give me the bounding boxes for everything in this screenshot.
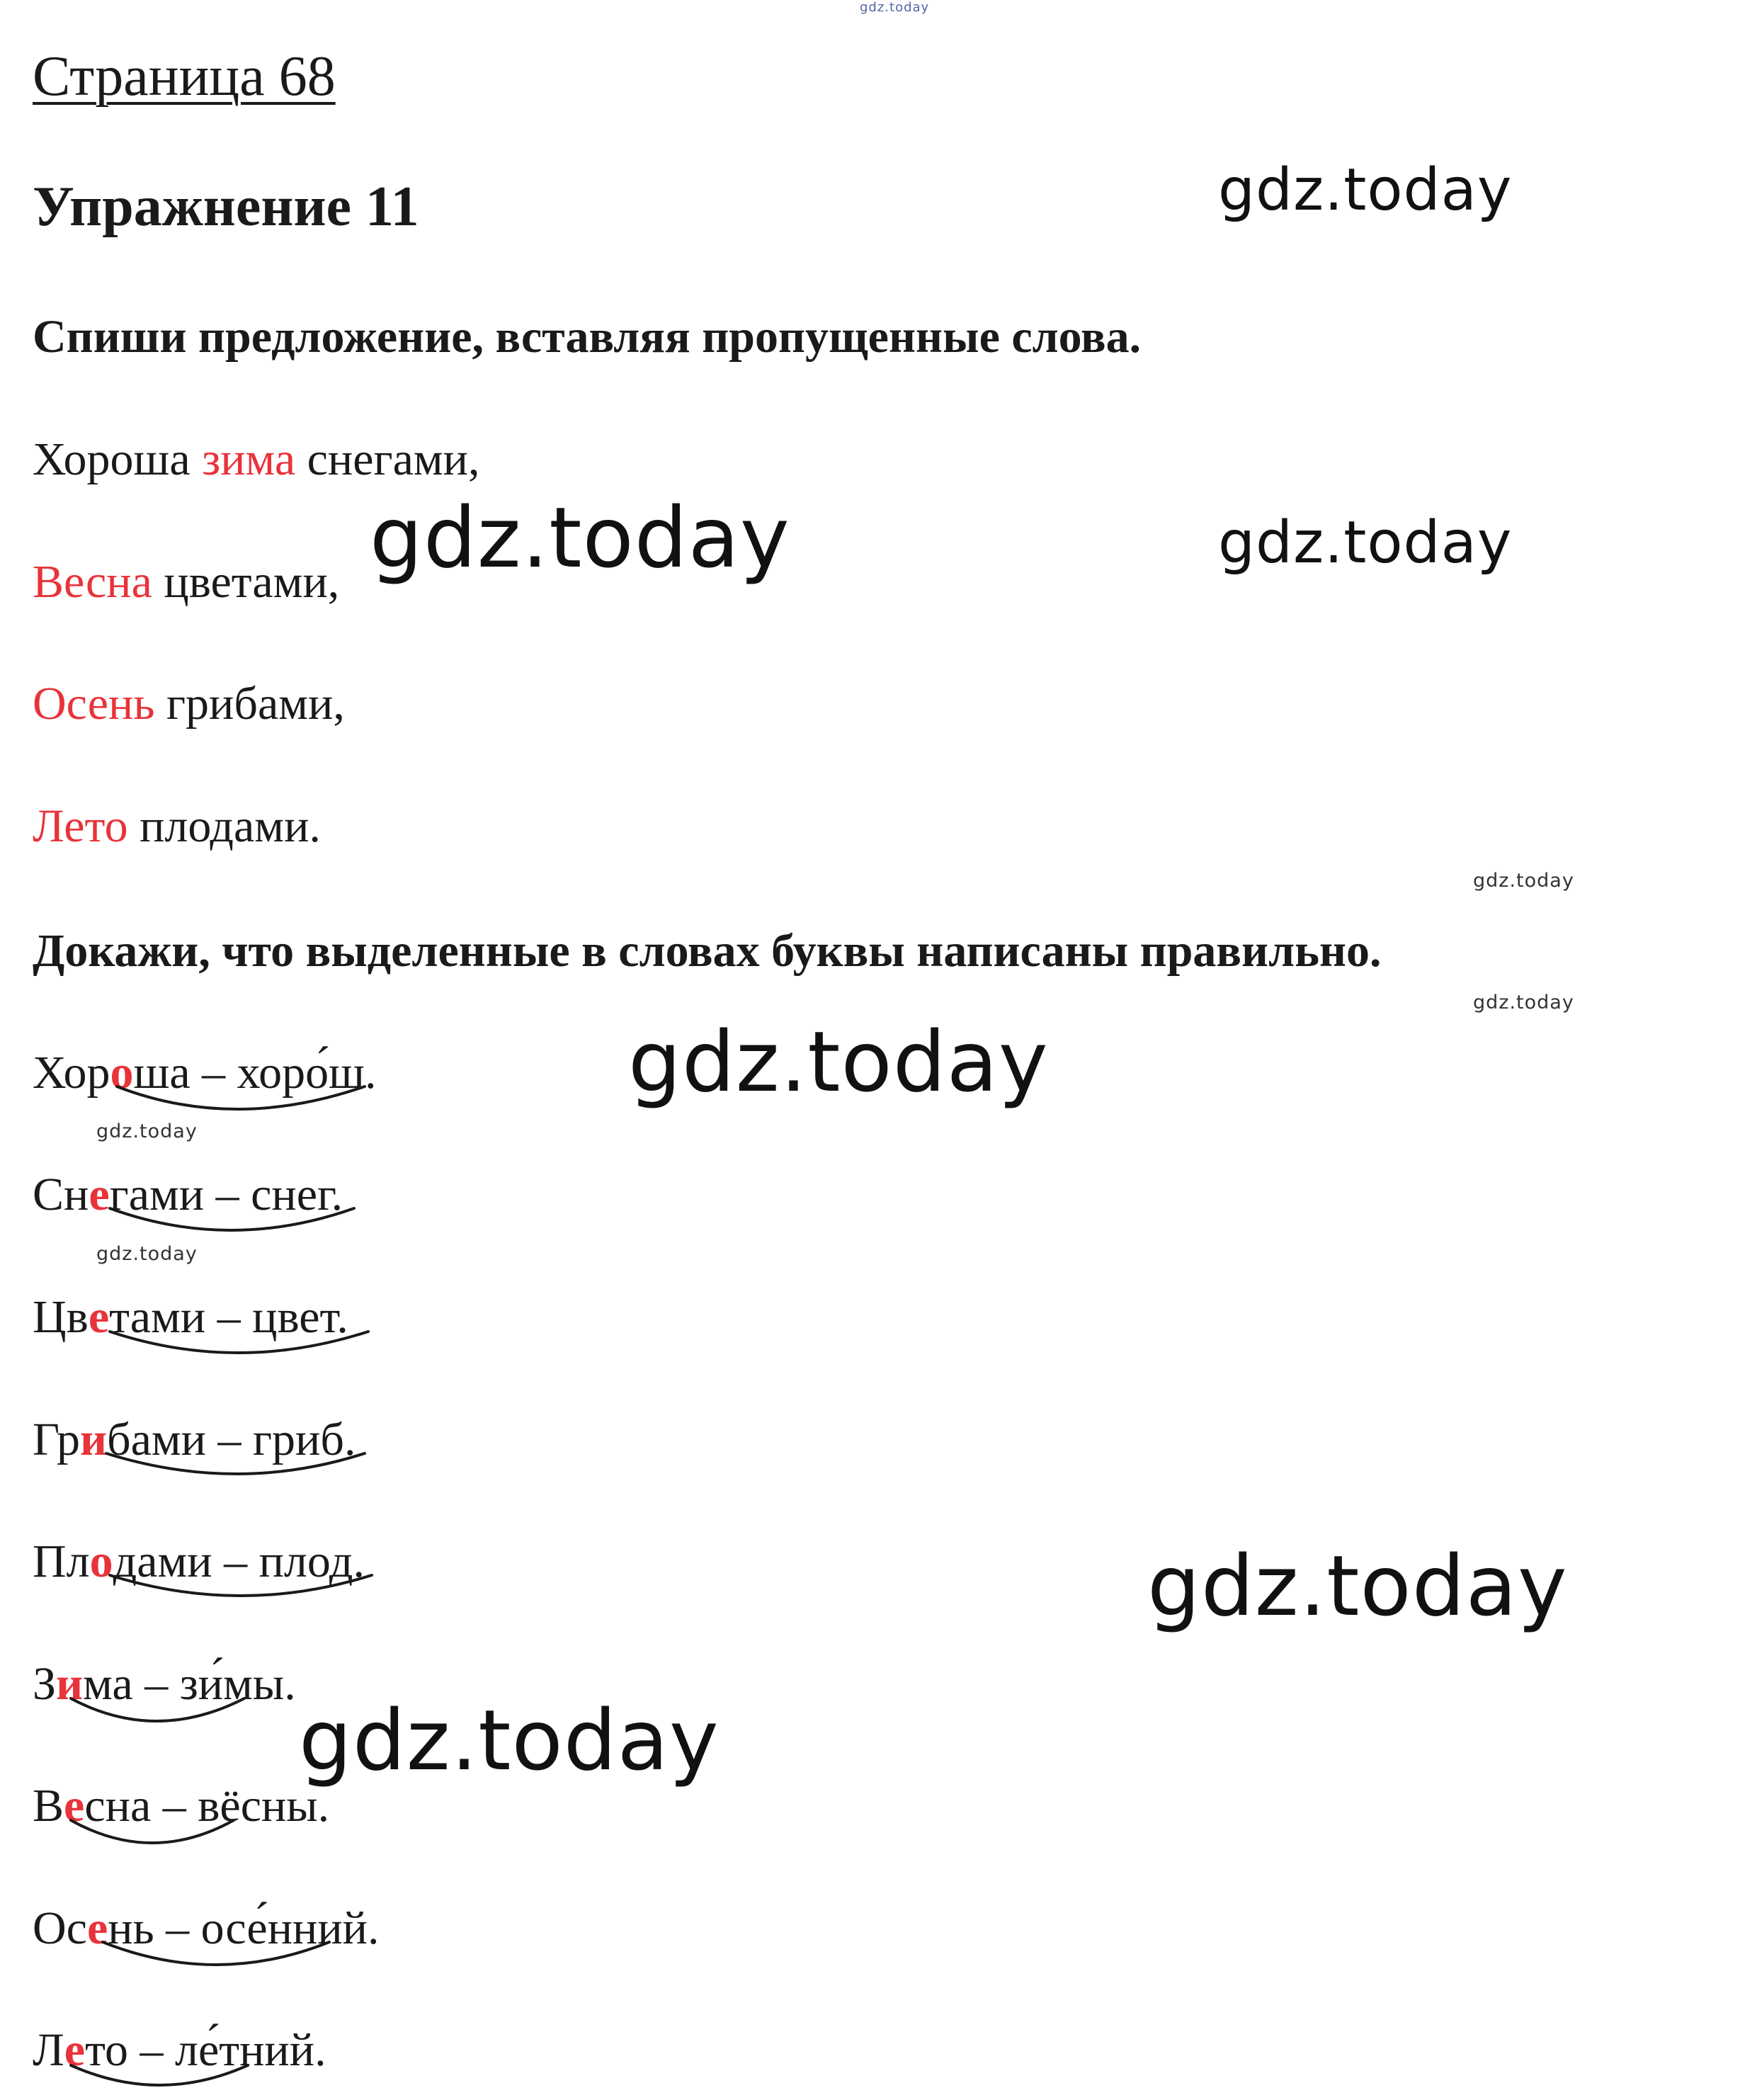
proof-line-4: Грибами – гриб. bbox=[33, 1414, 356, 1465]
watermark-top: gdz.today bbox=[860, 0, 930, 15]
highlighted-letter: и bbox=[56, 1658, 84, 1710]
proof-line-1: Хороша – хоро́ш. bbox=[33, 1047, 377, 1099]
poem-line-1: Хороша зима снегами, bbox=[33, 433, 480, 485]
watermark-4: gdz.today bbox=[628, 1013, 1049, 1111]
watermark-small-1: gdz.today bbox=[1473, 870, 1574, 892]
watermark-2: gdz.today bbox=[370, 489, 790, 586]
inserted-word: Лето bbox=[33, 800, 128, 852]
highlighted-letter: е bbox=[88, 1291, 110, 1343]
watermark-1: gdz.today bbox=[1218, 157, 1513, 224]
proof-line-3: Цветами – цвет. bbox=[33, 1291, 348, 1343]
proof-line-9: Лето – ле́тний. bbox=[33, 2024, 326, 2076]
exercise-title: Упражнение 11 bbox=[33, 176, 419, 238]
poem-line-4: Лето плодами. bbox=[33, 800, 321, 852]
highlighted-letter: е bbox=[86, 1902, 108, 1954]
watermark-small-3: gdz.today bbox=[96, 1120, 198, 1142]
highlighted-letter: о bbox=[110, 1047, 134, 1099]
inserted-word: Осень bbox=[33, 678, 155, 730]
poem-line-2: Весна цветами, bbox=[33, 556, 340, 608]
highlighted-letter: е bbox=[89, 1169, 110, 1220]
watermark-5: gdz.today bbox=[1147, 1537, 1568, 1635]
proof-line-6: Зима – зи́мы. bbox=[33, 1658, 296, 1710]
inserted-word: зима bbox=[202, 433, 296, 485]
highlighted-letter: и bbox=[80, 1414, 108, 1465]
highlighted-letter: о bbox=[89, 1536, 113, 1587]
task2-instruction: Докажи, что выделенные в словах буквы написаны правильно. bbox=[33, 925, 1382, 977]
watermark-small-4: gdz.today bbox=[96, 1243, 198, 1265]
proof-line-2: Снегами – снег. bbox=[33, 1169, 343, 1220]
watermark-small-2: gdz.today bbox=[1473, 992, 1574, 1014]
watermark-6: gdz.today bbox=[299, 1691, 720, 1789]
proof-line-7: Весна – вёсны. bbox=[33, 1780, 330, 1832]
highlighted-letter: е bbox=[64, 2024, 86, 2076]
proof-line-5: Плодами – плод. bbox=[33, 1536, 365, 1587]
page-title: Страница 68 bbox=[33, 45, 336, 108]
task1-instruction: Спиши предложение, вставляя пропущенные слова. bbox=[33, 311, 1142, 363]
highlighted-letter: е bbox=[64, 1780, 85, 1832]
inserted-word: Весна bbox=[33, 556, 152, 608]
poem-line-3: Осень грибами, bbox=[33, 678, 345, 730]
watermark-3: gdz.today bbox=[1218, 509, 1513, 577]
proof-line-8: Осень – осе́нний. bbox=[33, 1902, 380, 1954]
